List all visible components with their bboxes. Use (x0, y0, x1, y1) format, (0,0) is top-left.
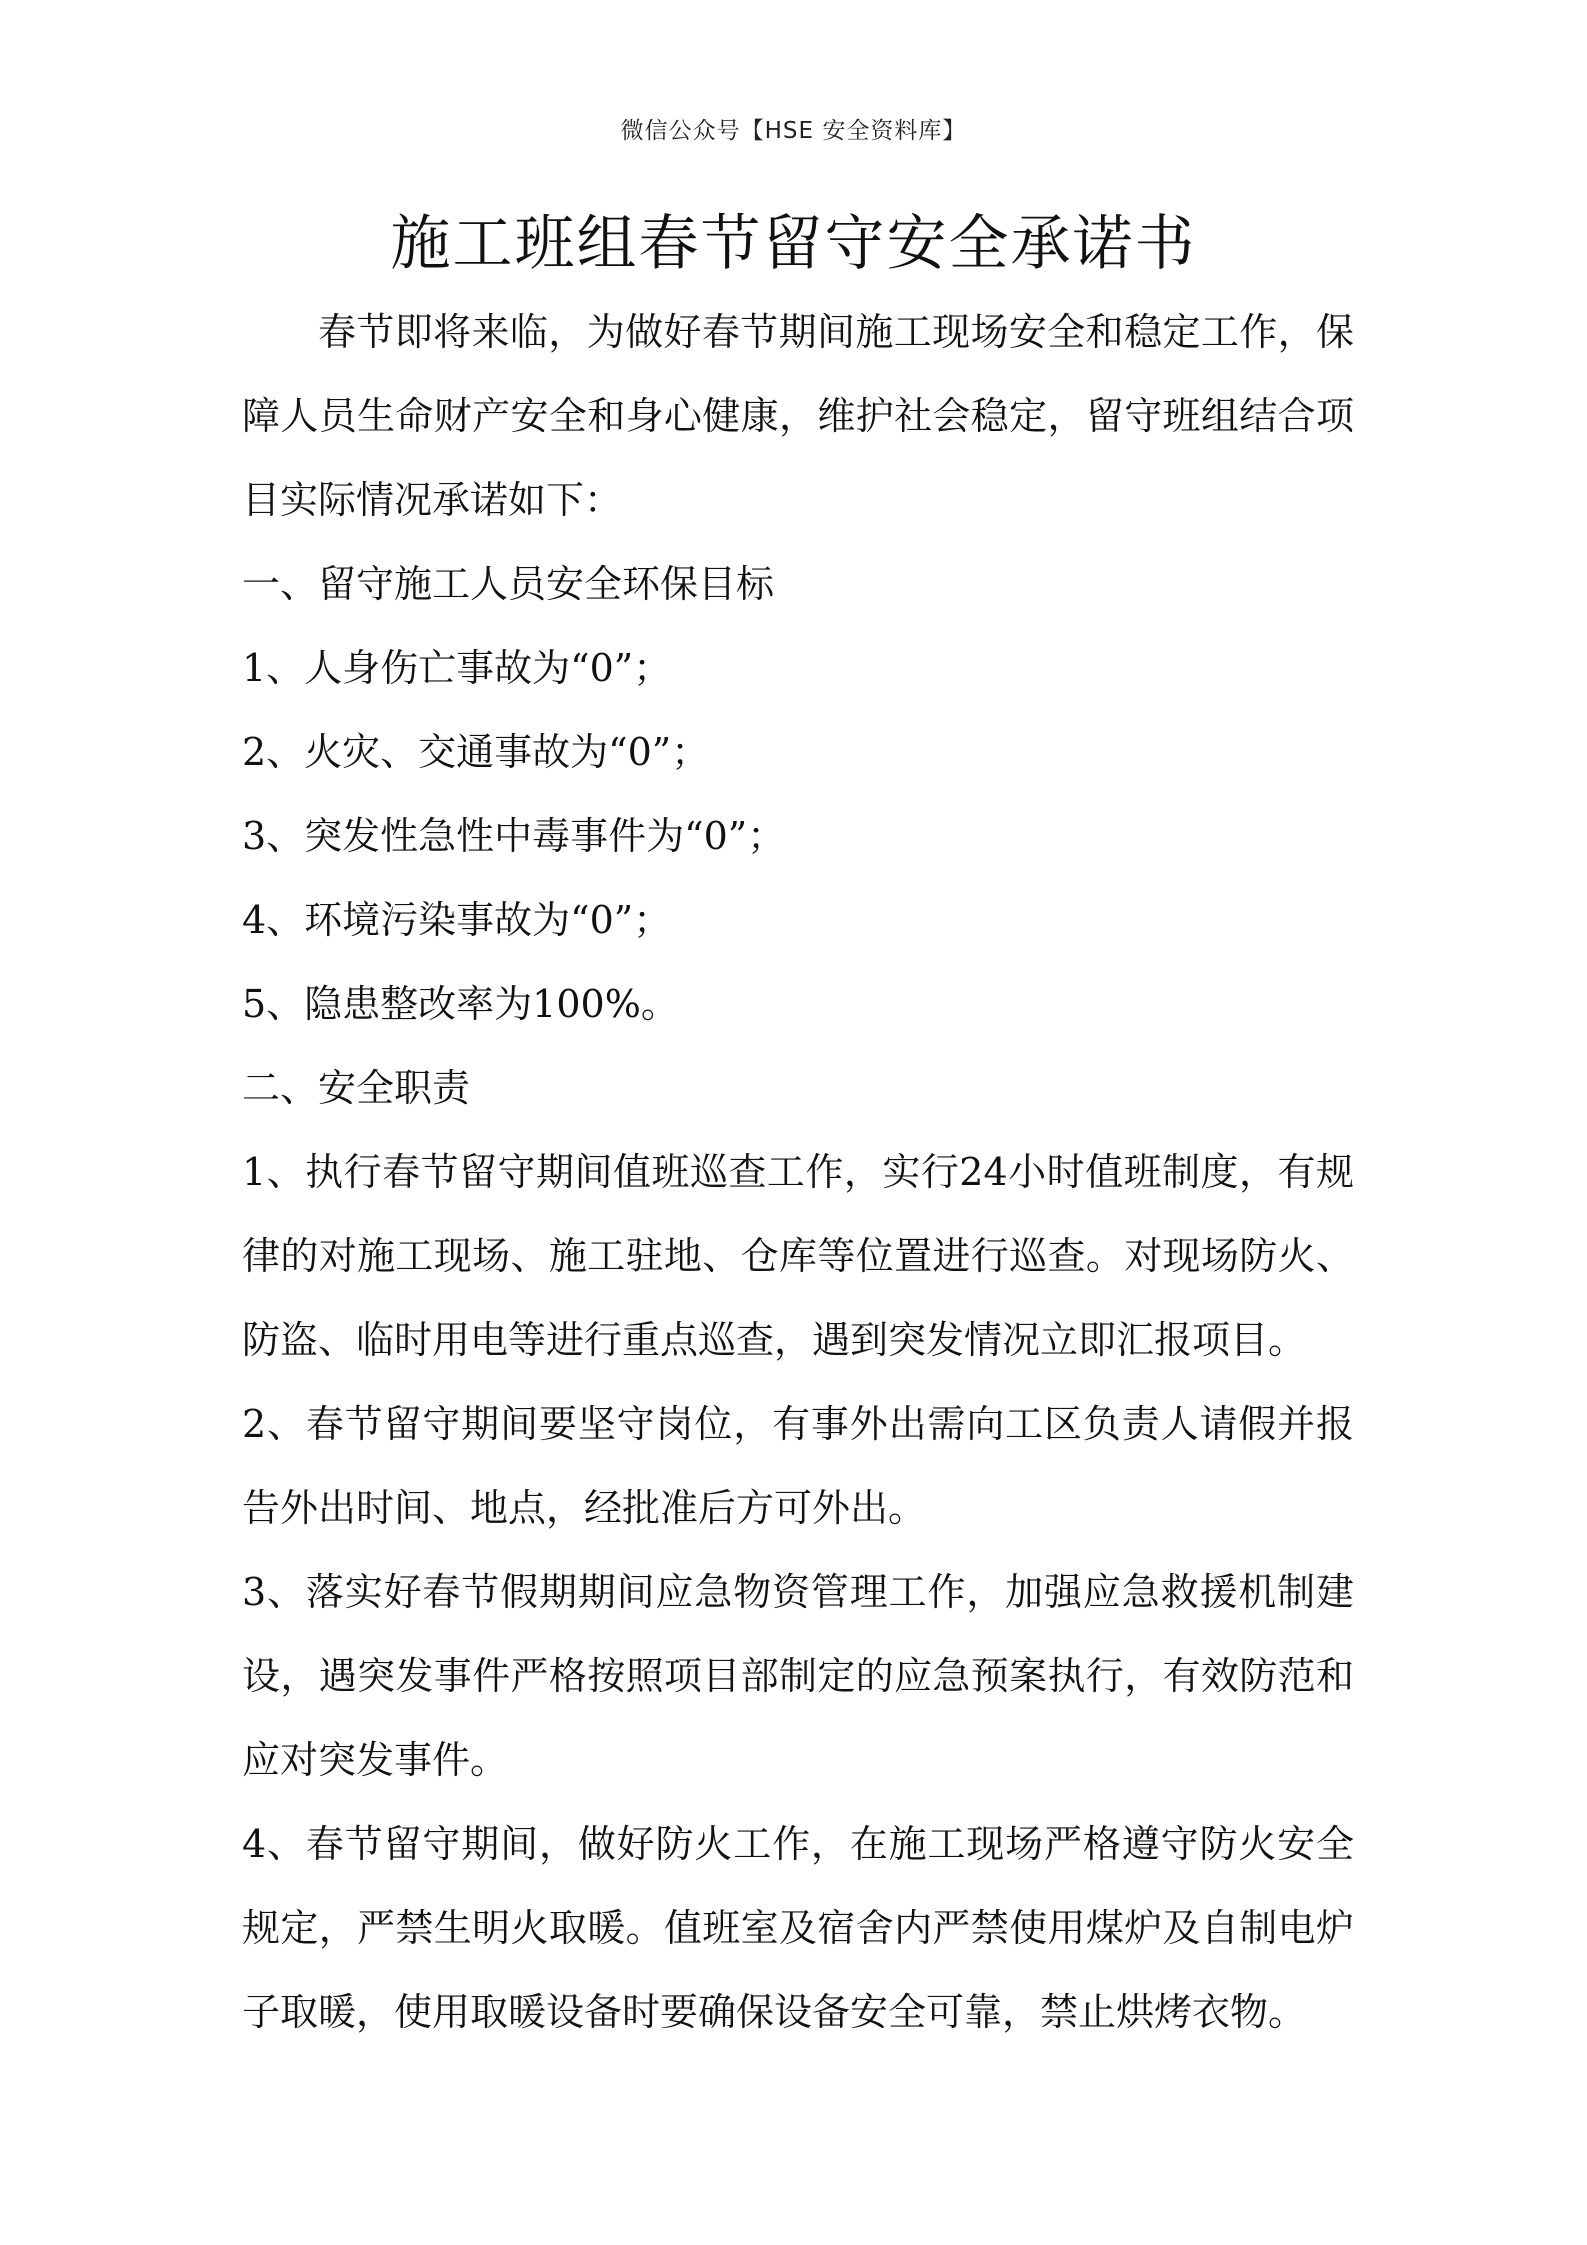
section-2-heading: 二、安全职责 (242, 1066, 471, 1110)
section-1-item: 5、隐患整改率为100%。 (242, 982, 679, 1026)
section-2-item: 4、春节留守期间，做好防火工作，在施工现场严格遵守防火安全规定，严禁生明火取暖。值班室及宿舍内严禁使用煤炉及自制电炉子取暖，使用取暖设备时要确保设备安全可靠，禁止烘烤衣物。 (242, 1822, 1354, 2034)
section-1-item: 4、环境污染事故为“0”； (242, 898, 672, 942)
section-2-item: 2、春节留守期间要坚守岗位，有事外出需向工区负责人请假并报告外出时间、地点，经批准后方可外出。 (242, 1402, 1354, 1530)
header-note: 微信公众号【HSE 安全资料库】 (620, 118, 967, 144)
document-title: 施工班组春节留守安全承诺书 (390, 209, 1197, 279)
section-1-item: 3、突发性急性中毒事件为“0”； (242, 814, 786, 858)
intro-paragraph: 春节即将来临，为做好春节期间施工现场安全和稳定工作，保障人员生命财产安全和身心健康，维护社会稳定，留守班组结合项目实际情况承诺如下： (242, 310, 1354, 522)
section-2-item: 1、执行春节留守期间值班巡查工作，实行24小时值班制度，有规律的对施工现场、施工驻地、仓库等位置进行巡查。对现场防火、防盗、临时用电等进行重点巡查，遇到突发情况立即汇报项目。 (242, 1150, 1354, 1362)
section-2-item: 3、落实好春节假期期间应急物资管理工作，加强应急救援机制建设，遇突发事件严格按照项目部制定的应急预案执行，有效防范和应对突发事件。 (242, 1570, 1354, 1782)
document-body (242, 290, 1354, 2054)
section-1-heading: 一、留守施工人员安全环保目标 (242, 562, 775, 606)
section-1-item: 2、火灾、交通事故为“0”； (242, 730, 710, 774)
section-1-item: 1、人身伤亡事故为“0”； (242, 646, 672, 690)
